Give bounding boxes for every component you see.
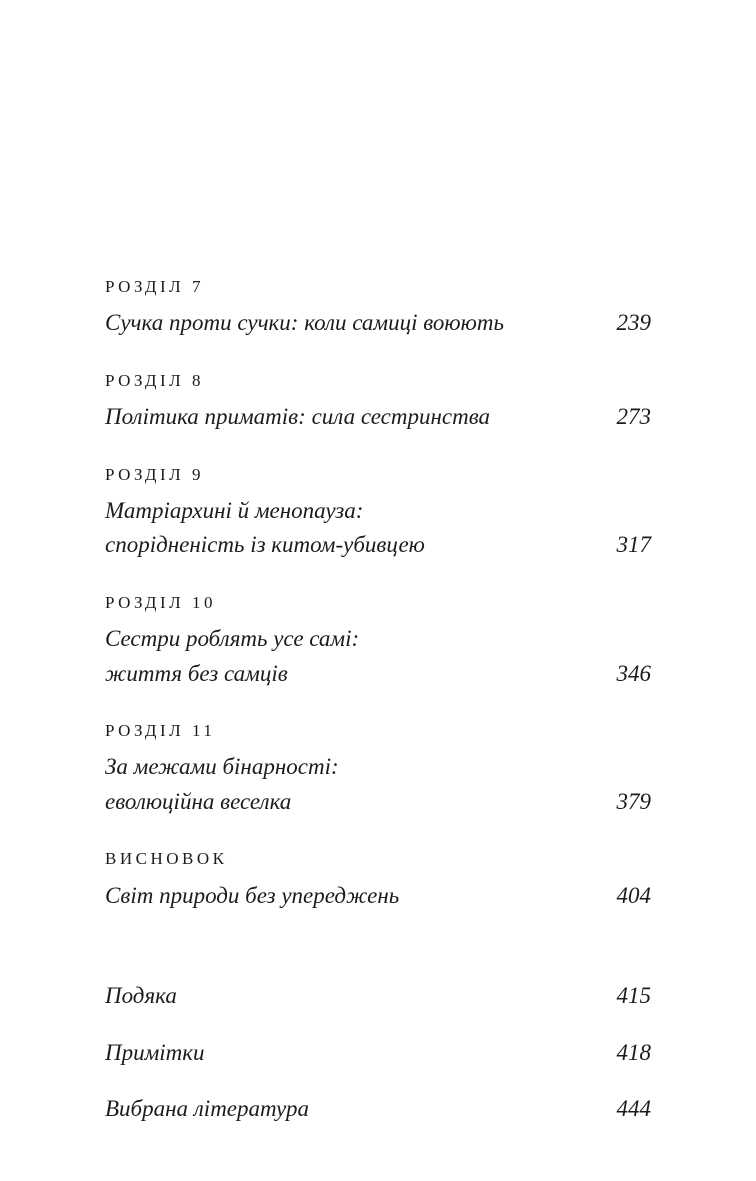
back-matter-title: Примітки — [105, 1039, 205, 1065]
chapter-label: РОЗДІЛ 11 — [105, 721, 216, 740]
chapter-title: Політика приматів: сила сестринства — [105, 404, 491, 429]
chapter-title-line-2: життя без самців — [105, 660, 288, 686]
back-matter-section — [105, 979, 651, 1127]
back-matter-entry — [105, 979, 651, 1014]
chapter-title-line-1: Матріархині й менопауза: — [105, 497, 364, 523]
chapter-label: РОЗДІЛ 7 — [105, 277, 204, 296]
page-number: 317 — [616, 532, 651, 558]
chapter-label: РОЗДІЛ 10 — [105, 592, 216, 612]
back-matter-entry — [105, 1036, 651, 1071]
chapter-title-line-1: За межами бінарності: — [105, 754, 339, 780]
chapter-title-line-1: Сестри роблять усе самі: — [105, 626, 360, 651]
toc-entry — [105, 464, 651, 563]
back-matter-title: Вибрана література — [105, 1096, 309, 1121]
toc-entry — [105, 720, 651, 819]
page-number: 239 — [616, 310, 651, 336]
toc-entry — [105, 370, 651, 435]
chapter-title: Світ природи без упереджень — [105, 882, 400, 908]
page-number: 444 — [616, 1096, 651, 1121]
page-number: 273 — [616, 404, 651, 429]
back-matter-title: Подяка — [105, 983, 177, 1008]
chapter-label: РОЗДІЛ 9 — [105, 464, 204, 484]
page-number: 404 — [616, 882, 651, 908]
back-matter-entry — [105, 1092, 651, 1127]
page-number: 346 — [616, 660, 651, 686]
chapter-label: ВИСНОВОК — [105, 849, 228, 869]
chapter-title-line-2: спорідненість із китом-убивцею — [105, 532, 425, 558]
page-number: 415 — [616, 983, 651, 1008]
chapter-label: РОЗДІЛ 8 — [105, 370, 204, 390]
chapter-title-line-2: еволюційна веселка — [105, 788, 292, 814]
page-number: 379 — [616, 788, 651, 814]
toc-entry — [105, 276, 651, 341]
page-number: 418 — [616, 1039, 651, 1065]
toc-entry — [105, 592, 651, 691]
chapter-title: Сучка проти сучки: коли самиці воюють — [105, 310, 504, 336]
toc-entry — [105, 848, 651, 913]
